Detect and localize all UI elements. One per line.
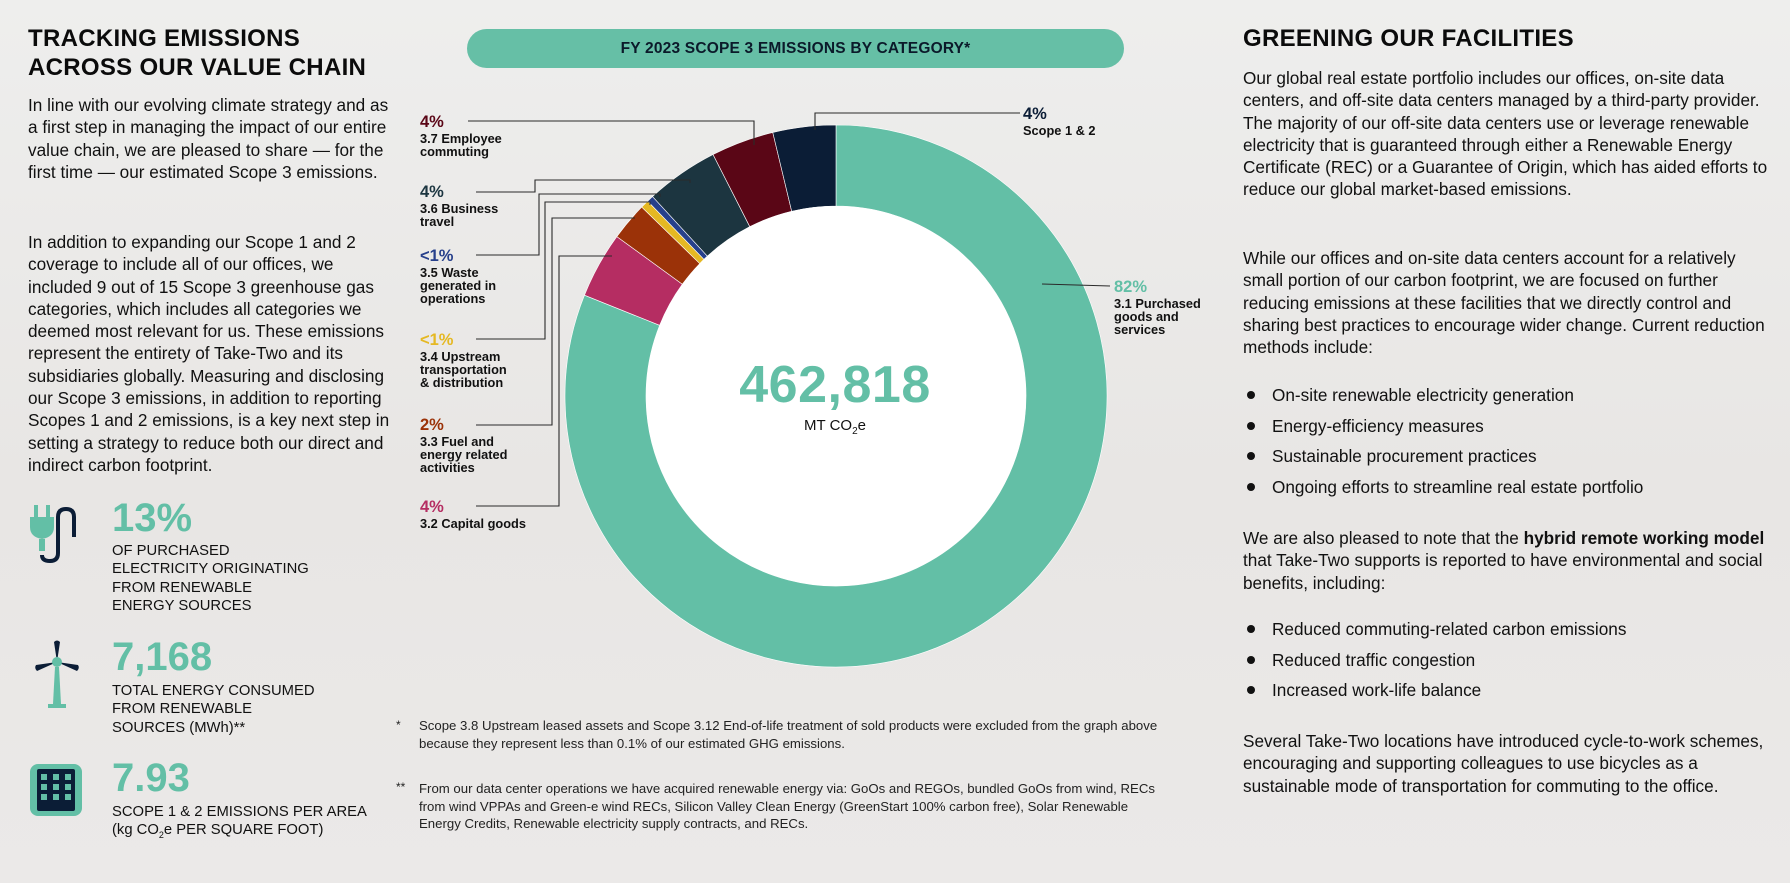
left-body-paragraph: In addition to expanding our Scope 1 and 2 coverage to include all of our offices, we included 9 out of 15 Scope 3 greenhouse gas categories, which includes all categories we deemed most relevant for us. These emissions represent the entirety of Take-Two and its subsidiaries globally. Measuring and disclosing our Scope 3 emissions, in addition to reporting Scopes 1 and 2 emissions, is a key next step in setting a strategy to reduce both our direct and indirect carbon footprint.	[28, 232, 390, 475]
label-c31	[1114, 278, 1201, 336]
label-c35-pct: <1%	[420, 247, 454, 265]
stat-emissions-per-area: 7.93	[112, 756, 190, 800]
stat-label-sub: 2	[158, 830, 164, 841]
label-c37-pct: 4%	[420, 113, 444, 131]
right-paragraph-4: Several Take-Two locations have introduced cycle-to-work schemes, encouraging and supporting colleagues to use bicycles as a sustainable mode of transportation for commuting to the office.	[1243, 731, 1764, 796]
list-item: Increased work-life balance	[1243, 680, 1768, 711]
label-c34-pct: <1%	[420, 331, 454, 349]
label-c36-pct: 4%	[420, 183, 444, 201]
label-c36-name: 3.6 Business travel	[420, 201, 499, 229]
label-c31-pct: 82%	[1114, 278, 1148, 296]
para3-pre: We are also pleased to note that the	[1243, 528, 1524, 548]
hybrid-benefits-list	[1243, 619, 1768, 711]
chart-title: FY 2023 SCOPE 3 EMISSIONS BY CATEGORY*	[620, 39, 971, 57]
right-paragraph-2: While our offices and on-site data centers account for a relatively small portion of our carbon footprint, we are focused on further reducing emissions at these facilities that we directly control and sharing best practices to encourage wider change. Current reduction methods include:	[1243, 248, 1765, 358]
label-scope12-pct: 4%	[1023, 105, 1047, 123]
footnote-1-text: Scope 3.8 Upstream leased assets and Scope 3.12 End-of-life treatment of sold products were excluded from the graph above because they represent less than 0.1% of our estimated GHG emissions.	[419, 718, 1158, 751]
para3-bold: hybrid remote working model	[1523, 528, 1765, 548]
label-c36	[420, 183, 498, 229]
chart-center-unit	[660, 417, 1010, 437]
right-heading: GREENING OUR FACILITIES	[1243, 25, 1574, 52]
leader-c36	[476, 180, 690, 192]
left-heading-line2: ACROSS OUR VALUE CHAIN	[28, 54, 367, 81]
label-c32-name: 3.2 Capital goods	[420, 516, 526, 531]
list-item: On-site renewable electricity generation	[1243, 385, 1768, 416]
para3-post: that Take-Two supports is reported to have environmental and social benefits, including:	[1243, 550, 1763, 593]
label-scope12-name: Scope 1 & 2	[1023, 123, 1096, 138]
left-intro-paragraph: In line with our evolving climate strategy and as a first step in managing the impact of our entire value chain, we are pleased to share — for the first time — our estimated Scope 3 emissions.	[28, 95, 389, 182]
stat-emissions-per-area-label-line1: SCOPE 1 & 2 EMISSIONS PER AREA	[112, 804, 367, 820]
list-item: Ongoing efforts to streamline real estate portfolio	[1243, 477, 1768, 508]
list-item: Energy-efficiency measures	[1243, 416, 1768, 447]
list-item: Reduced commuting-related carbon emissions	[1243, 619, 1768, 650]
label-scope12	[1023, 105, 1096, 138]
list-item: Sustainable procurement practices	[1243, 446, 1768, 477]
label-c31-name: 3.1 Purchased goods and services	[1114, 296, 1201, 337]
stat-renewable-energy-label: TOTAL ENERGY CONSUMED FROM RENEWABLE SOURCES (MWh)**	[112, 683, 315, 736]
center-unit-sub: 2	[852, 426, 858, 437]
list-item: Reduced traffic congestion	[1243, 650, 1768, 681]
label-c33	[420, 416, 508, 474]
label-c37	[420, 113, 502, 159]
leader-c37	[468, 121, 754, 145]
label-c35-name: 3.5 Waste generated in operations	[420, 265, 497, 306]
stat-renewable-energy: 7,168	[112, 635, 213, 679]
label-c34-name: 3.4 Upstream transportation & distribution	[420, 349, 507, 390]
center-unit-pre: MT CO	[804, 417, 853, 434]
reduction-methods-list	[1243, 385, 1768, 507]
right-paragraph-3	[1243, 527, 1768, 594]
label-c37-name: 3.7 Employee commuting	[420, 131, 502, 159]
stat-label-post: e PER SQUARE FOOT)	[163, 822, 324, 839]
right-paragraph-1: Our global real estate portfolio includes our offices, on-site data centers, and off-site data centers managed by a third-party provider. The majority of our off-site data centers use or leverage renewable electricity that is guaranteed through either a Renewable Energy Certificate (REC) or a Guarantee of Origin, which has aided efforts to reduce our global market-based emissions.	[1243, 68, 1768, 200]
label-c35	[420, 247, 496, 305]
center-unit-post: e	[857, 417, 866, 434]
footnote-1-mark: *	[396, 718, 401, 732]
label-c33-pct: 2%	[420, 416, 444, 434]
stat-renewable-percent-label: OF PURCHASED ELECTRICITY ORIGINATING FROM RENEWABLE ENERGY SOURCES	[112, 543, 309, 614]
stat-label-pre: (kg CO	[112, 822, 159, 839]
left-heading-line1: TRACKING EMISSIONS	[28, 25, 301, 52]
label-c32-pct: 4%	[420, 498, 444, 516]
label-c34	[420, 331, 507, 389]
label-c33-name: 3.3 Fuel and energy related activities	[420, 434, 508, 475]
chart-center-total: 462,818	[739, 356, 931, 414]
footnote-2-mark: **	[396, 780, 406, 794]
footnote-2-text: From our data center operations we have acquired renewable energy via: GoOs and REGOs, bundled GoOs from wind, RECs from wind VPPAs and Green-e wind RECs, Silicon Valley Clean Energy (GreenStart 100% carbon free), Solar Renewable Energy Credits, Renewable electricity supply contracts, and RECs.	[419, 781, 1155, 832]
stat-renewable-percent: 13%	[112, 496, 193, 540]
label-c32	[420, 498, 526, 531]
